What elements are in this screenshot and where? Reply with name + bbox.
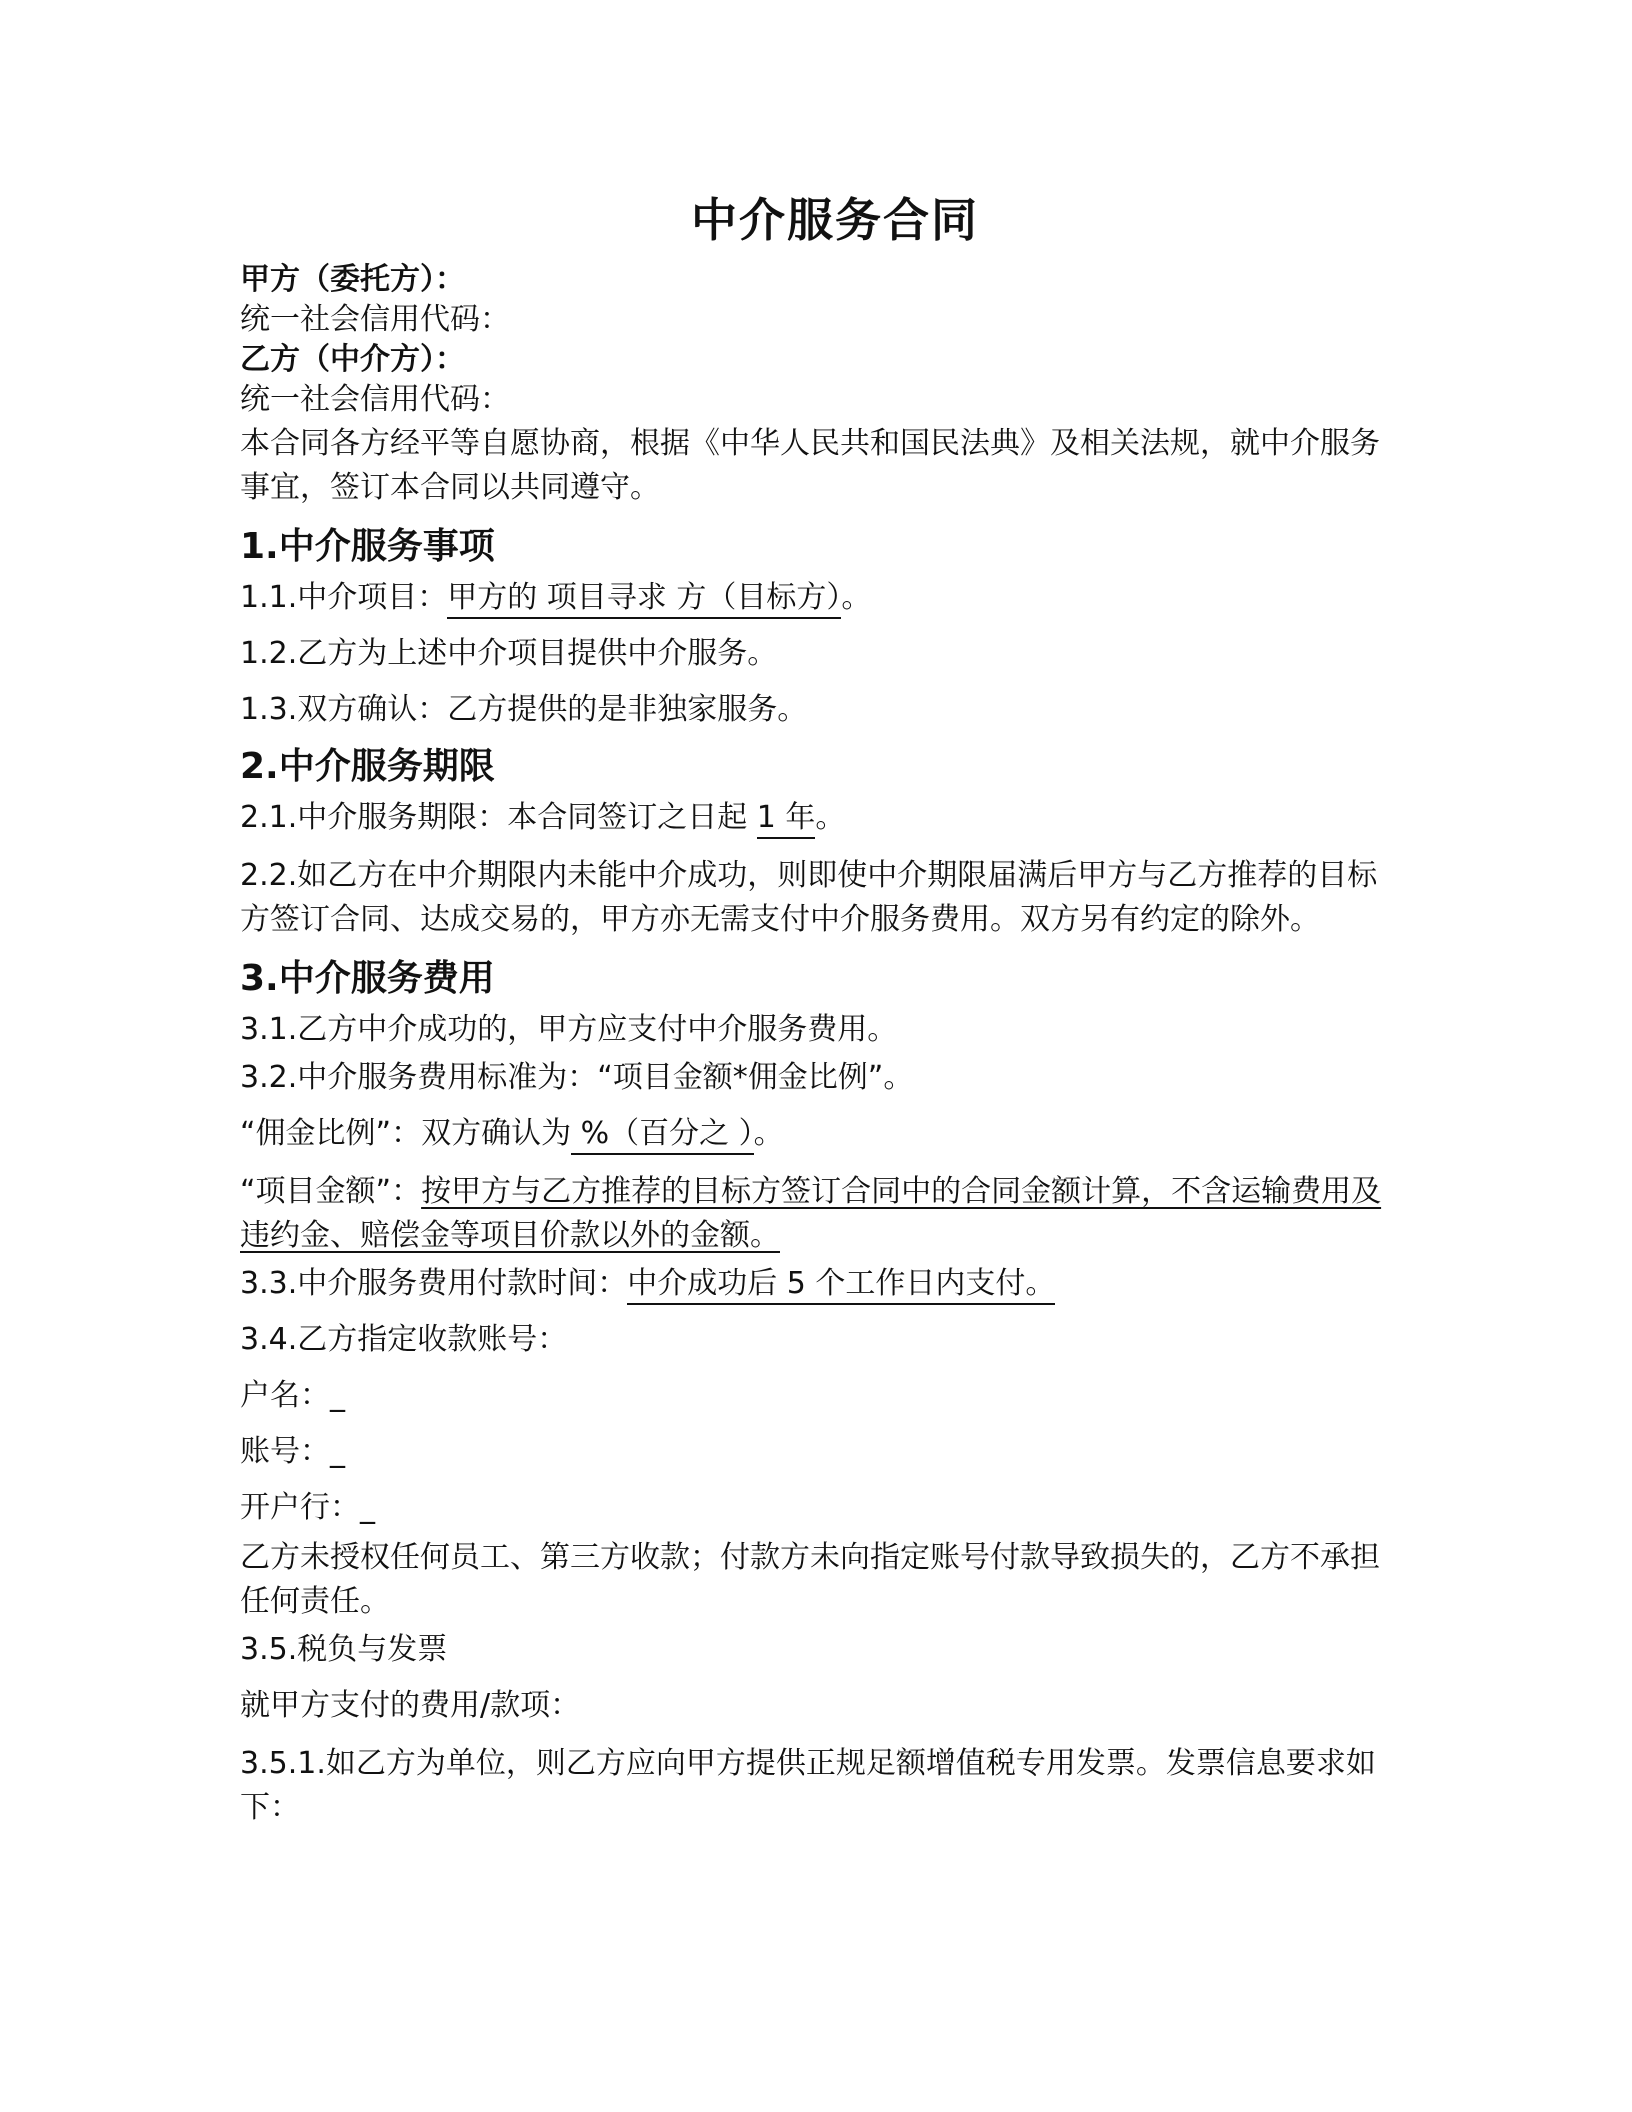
section-2-heading: 2.中介服务期限: [240, 746, 495, 787]
party-b-label: 乙方（中介方）：: [240, 342, 465, 377]
payment-disclaimer: 乙方未授权任何员工、第三方收款；付款方未向指定账号付款导致损失的，乙方不承担任何责任。: [240, 1540, 1380, 1619]
contract-body: [240, 190, 1390, 1830]
bank-blank: _: [360, 1490, 375, 1525]
item-prefix: 3.3.中介服务费用付款时间：: [240, 1266, 628, 1301]
preamble: 本合同各方经平等自愿协商，根据《中华人民共和国民法典》及相关法规，就中介服务事宜，签订本合同以共同遵守。: [240, 426, 1380, 505]
section-1-heading: 1.中介服务事项: [240, 526, 495, 567]
section-3-item-3: [240, 1264, 1390, 1304]
ratio-field: %（百分之 ）: [571, 1116, 754, 1155]
section-3-item-5-1: 3.5.1.如乙方为单位，则乙方应向甲方提供正规足额增值税专用发票。发票信息要求如下：: [240, 1746, 1376, 1825]
section-3-item-5: 3.5.税负与发票: [240, 1632, 448, 1667]
section-2-item-2: 2.2.如乙方在中介期限内未能中介成功，则即使中介期限届满后甲方与乙方推荐的目标方签订合同、达成交易的，甲方亦无需支付中介服务费用。双方另有约定的除外。: [240, 858, 1378, 937]
account-name-label: 户名：: [240, 1378, 330, 1413]
section-1-item-2: 1.2.乙方为上述中介项目提供中介服务。: [240, 636, 778, 671]
amount-prefix: “项目金额”：: [240, 1174, 422, 1209]
item-prefix: 1.1.中介项目：: [240, 580, 448, 615]
section-3-item-1: 3.1.乙方中介成功的，甲方应支付中介服务费用。: [240, 1012, 898, 1047]
party-a-label: 甲方（委托方）：: [240, 262, 465, 297]
commission-ratio: [240, 1114, 1390, 1154]
amount-field: 按甲方与乙方推荐的目标方签订合同中的合同金额计算，不含运输费用及违约金、赔偿金等项目价款以外的金额。: [240, 1174, 1382, 1253]
account-number-label: 账号：: [240, 1434, 330, 1469]
item-prefix: 2.1.中介服务期限：本合同签订之日起: [240, 800, 757, 835]
section-3-item-4: 3.4.乙方指定收款账号：: [240, 1322, 568, 1357]
payment-time-field: 中介成功后 5 个工作日内支付。: [627, 1266, 1055, 1305]
page-title: 中介服务合同: [691, 193, 979, 247]
ratio-suffix: 。: [753, 1116, 784, 1151]
item-suffix: 。: [841, 580, 872, 615]
bank-label: 开户行：: [240, 1490, 360, 1525]
section-3-item-2: 3.2.中介服务费用标准为：“项目金额*佣金比例”。: [240, 1060, 914, 1095]
section-3-item-5-intro: 就甲方支付的费用/款项：: [240, 1688, 581, 1723]
project-amount: [240, 1170, 1390, 1258]
project-field: 甲方的 项目寻求 方（目标方）: [447, 580, 841, 619]
ratio-prefix: “佣金比例”：双方确认为: [240, 1116, 572, 1151]
term-field: 1 年: [757, 800, 816, 839]
section-3-heading: 3.中介服务费用: [240, 958, 495, 999]
party-b-credit-code: 统一社会信用代码：: [240, 382, 510, 417]
section-2-item-1: [240, 798, 1390, 838]
bank-name: [240, 1488, 1390, 1528]
item-suffix: 。: [815, 800, 846, 835]
account-number-blank: _: [330, 1434, 345, 1469]
section-1-item-1: [240, 578, 1390, 618]
account-name-blank: _: [330, 1378, 345, 1413]
account-number: [240, 1432, 1390, 1472]
account-name: [240, 1376, 1390, 1416]
section-1-item-3: 1.3.双方确认：乙方提供的是非独家服务。: [240, 692, 808, 727]
party-a-credit-code: 统一社会信用代码：: [240, 302, 510, 337]
